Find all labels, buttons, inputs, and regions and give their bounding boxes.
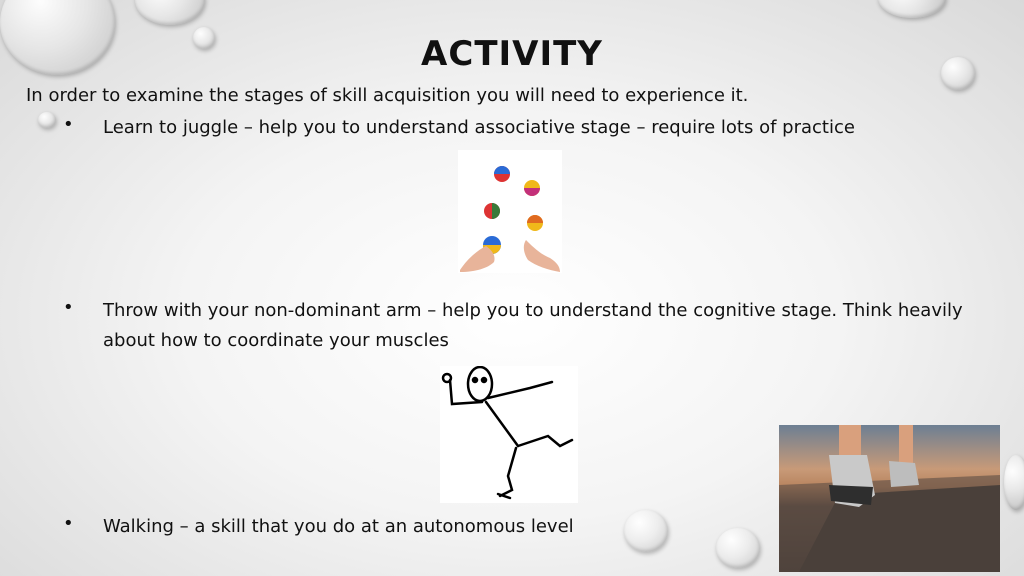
stick-figure-icon <box>440 366 578 503</box>
stick-figure-image <box>440 366 578 503</box>
juggling-image <box>458 150 562 273</box>
water-droplet <box>135 0 205 25</box>
bullet-marker: • <box>63 114 74 135</box>
bullet-juggle: Learn to juggle – help you to understand associative stage – require lots of practice <box>103 117 855 138</box>
running-shoes-icon <box>779 425 1000 572</box>
bullet-walking: Walking – a skill that you do at an autonomous level <box>103 516 574 537</box>
intro-text: In order to examine the stages of skill acquisition you will need to experience it. <box>26 85 749 106</box>
slide-title: ACTIVITY <box>421 34 603 74</box>
juggling-balls-icon <box>458 150 562 273</box>
water-droplet <box>624 510 668 552</box>
water-droplet <box>716 528 760 568</box>
bullet-throw: Throw with your non-dominant arm – help you to understand the cognitive stage. Think heavily about how to coordinate your muscles <box>103 300 963 351</box>
water-droplet <box>1004 455 1024 510</box>
water-droplet <box>878 0 946 18</box>
running-photo <box>779 425 1000 572</box>
water-droplet <box>38 112 56 128</box>
bullet-marker: • <box>63 513 74 534</box>
bullet-marker: • <box>63 297 74 318</box>
